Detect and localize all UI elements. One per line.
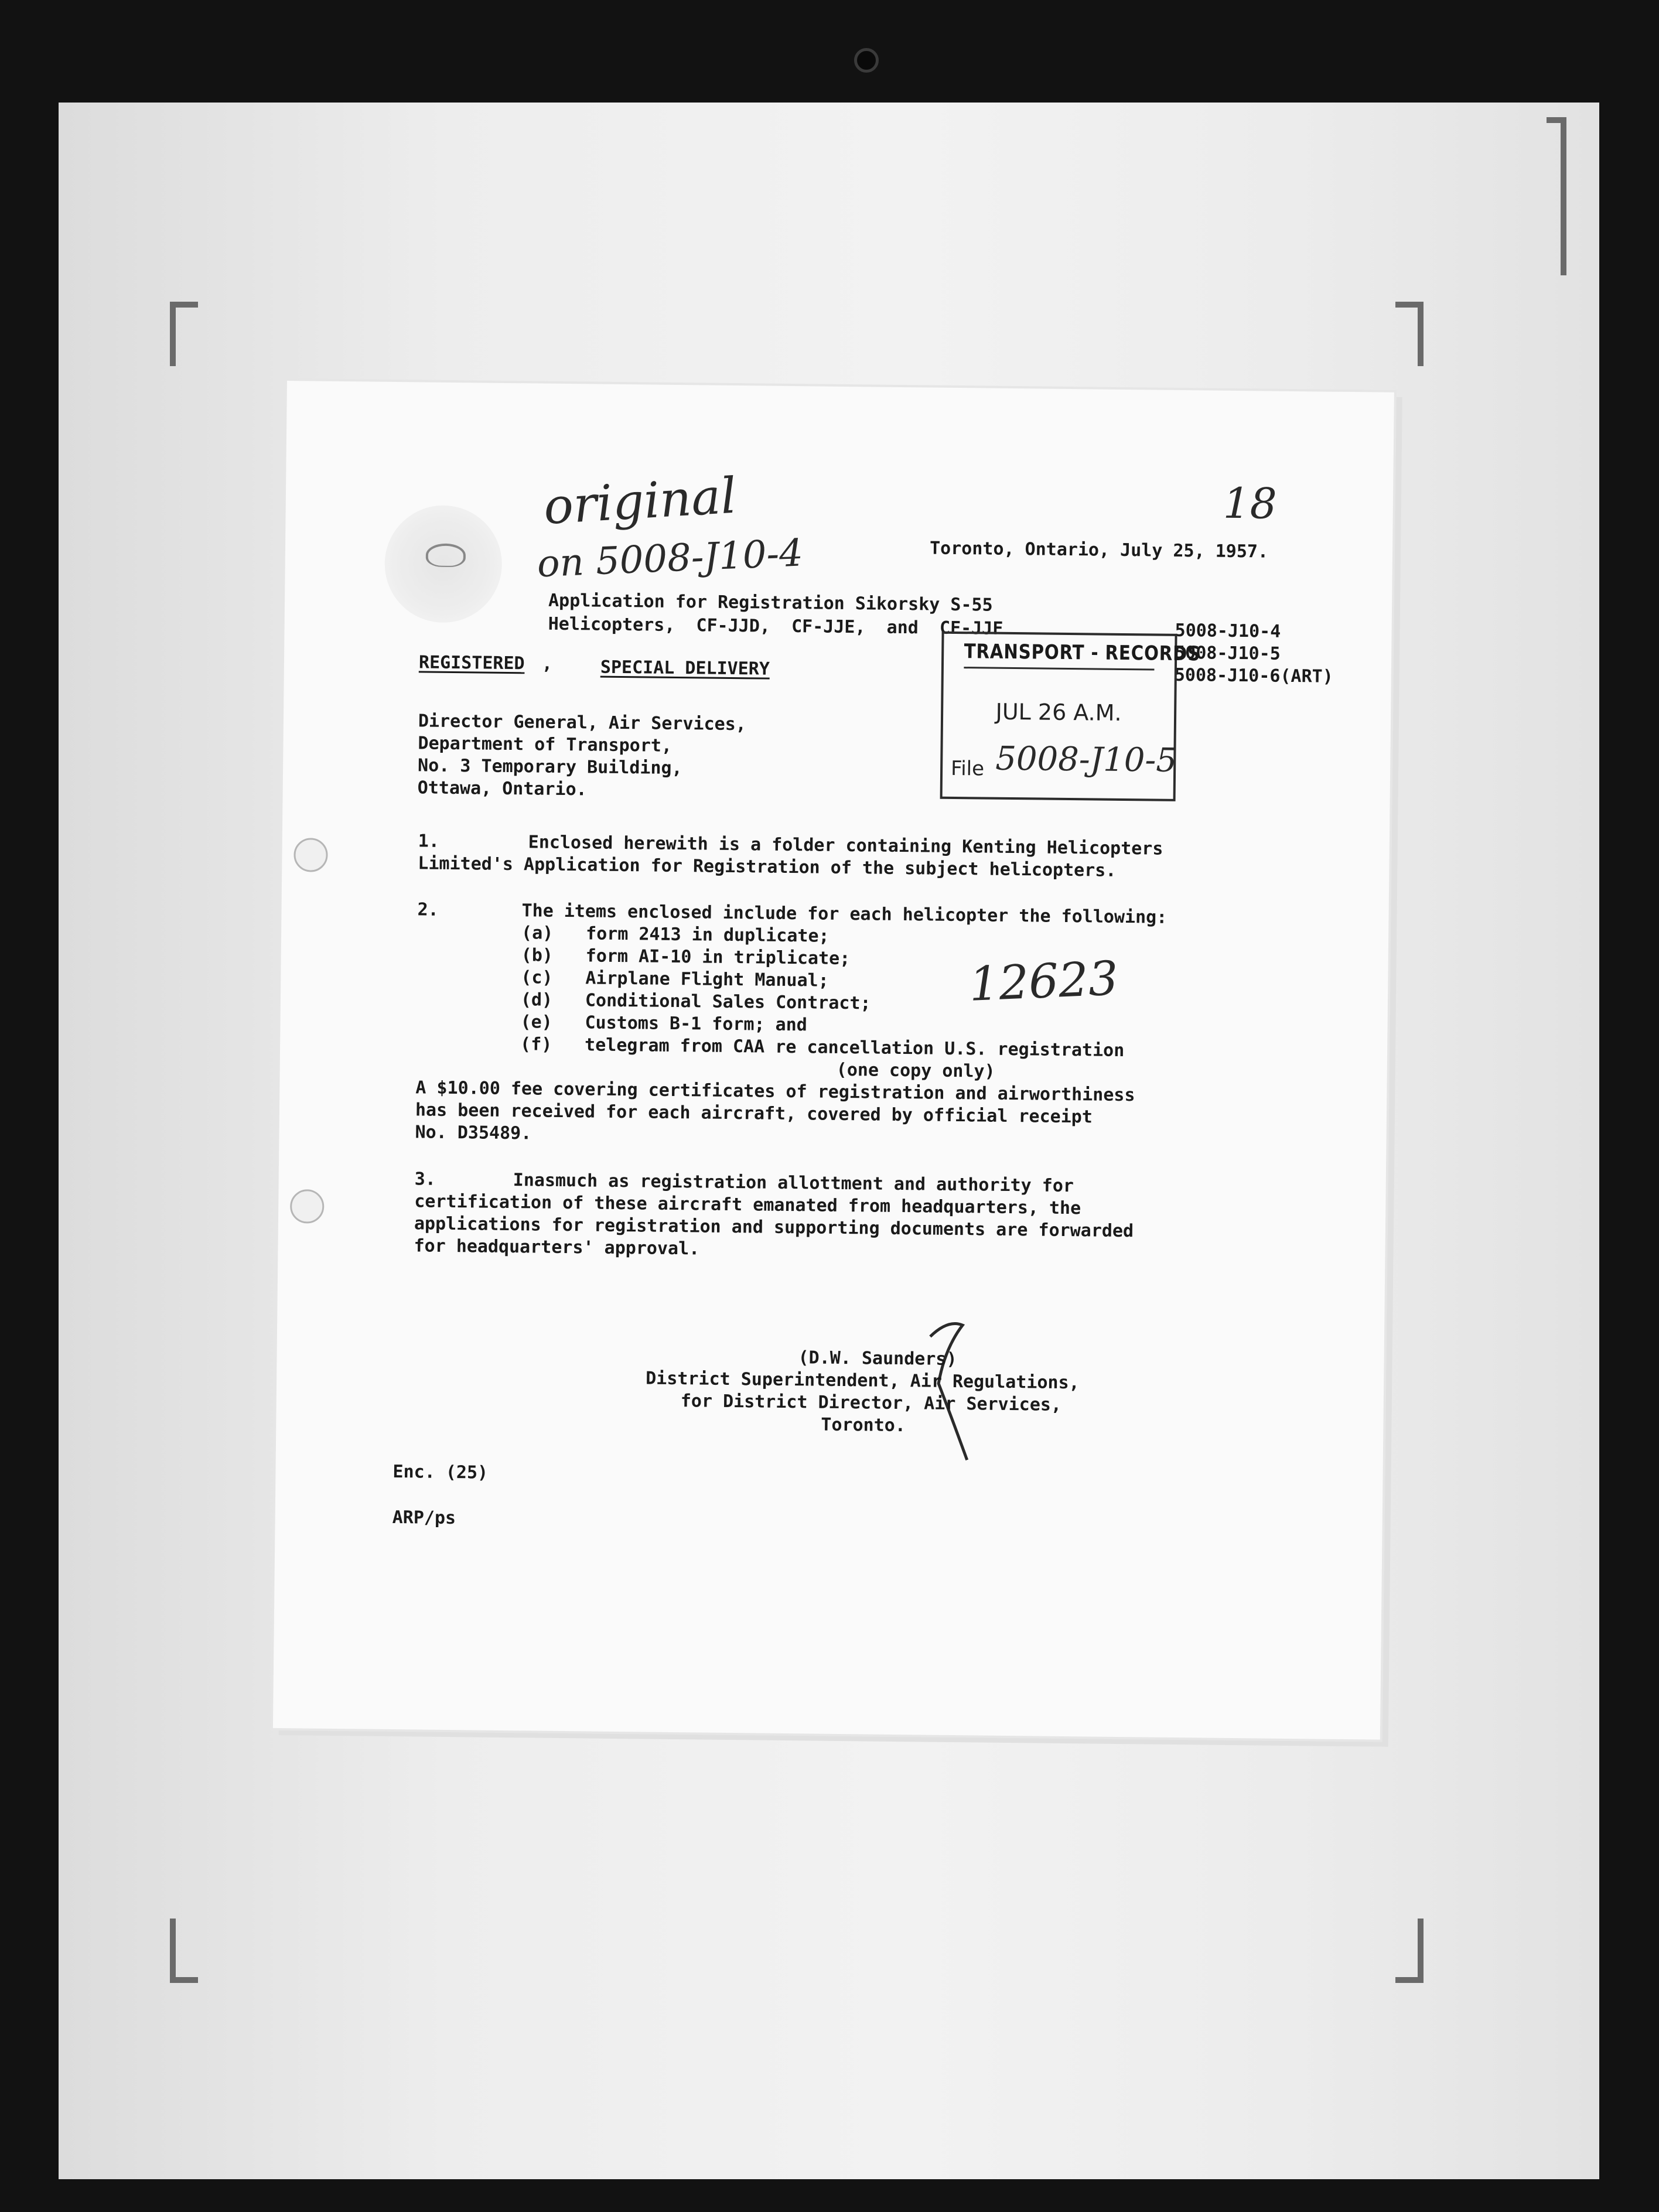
recipient-line-3: No. 3 Temporary Building,: [417, 755, 682, 779]
punch-hole-lower: [290, 1189, 325, 1224]
circular-stamp: [384, 505, 503, 623]
punch-hole-upper: [293, 838, 328, 872]
transport-records-stamp: [940, 631, 1201, 801]
list-item-label: (f): [520, 1034, 552, 1055]
enclosures: Enc. (25): [392, 1461, 489, 1483]
place-date: Toronto, Ontario, July 25, 1957.: [929, 538, 1269, 562]
binder-hole: [854, 48, 879, 73]
file-ref-1: 5008-J10-4: [1175, 620, 1281, 642]
crop-mark-bottom-left: [170, 1919, 198, 1983]
crop-mark-top-left: [170, 302, 198, 366]
stamp-header: TRANSPORT - RECORDS: [964, 640, 1155, 670]
file-ref-2: 5008-J10-5: [1175, 642, 1281, 664]
para2-number: 2.: [417, 899, 439, 920]
letter-page: [273, 381, 1394, 1740]
signatory-title-1: District Superintendent, Air Regulations,: [646, 1368, 1080, 1394]
para2-intro: The items enclosed include for each helicopter the following:: [521, 900, 1168, 928]
item-note: (one copy only): [836, 1059, 995, 1082]
para3-number: 3.: [414, 1169, 436, 1190]
list-item-label: (d): [520, 989, 553, 1011]
handwritten-receipt-number: 12623: [968, 951, 1119, 1012]
crop-mark-edge: [1547, 117, 1566, 275]
signatory-title-3: Toronto.: [821, 1414, 906, 1436]
recipient-line-2: Department of Transport,: [418, 733, 673, 756]
list-item: form 2413 in duplicate;: [585, 923, 830, 947]
list-item-label: (b): [521, 945, 554, 966]
list-item-label: (c): [521, 967, 553, 988]
fee-line-2: has been received for each aircraft, covered by official receipt: [415, 1100, 1093, 1128]
list-item: Customs B-1 form; and: [585, 1012, 808, 1036]
signatory-title-2: for District Director, Air Services,: [680, 1391, 1062, 1415]
special-delivery-label: SPECIAL DELIVERY: [600, 657, 770, 680]
signatory-name: (D.W. Saunders): [798, 1347, 957, 1370]
fee-line-1: A $10.00 fee covering certificates of registration and airworthiness: [415, 1077, 1135, 1106]
list-item: Conditional Sales Contract;: [585, 990, 871, 1014]
stamp-file-label: File: [950, 756, 985, 781]
para3-line-2: certification of these aircraft emanated from headquarters, the: [414, 1191, 1081, 1219]
list-item: telegram from CAA re cancellation U.S. registration: [584, 1035, 1125, 1061]
list-item-label: (e): [520, 1012, 552, 1033]
fee-line-3: No. D35489.: [415, 1122, 532, 1144]
handwritten-original-note: original: [542, 466, 738, 535]
list-item-label: (a): [521, 923, 554, 944]
crop-mark-bottom-right: [1395, 1919, 1424, 1983]
para1-line-1: Enclosed herewith is a folder containing Kenting Helicopters: [528, 832, 1163, 859]
para3-line-3: applications for registration and supporting documents are forwarded: [414, 1213, 1134, 1242]
para1-line-2: Limited's Application for Registration of the subject helicopters.: [418, 853, 1117, 881]
para1-number: 1.: [418, 831, 440, 852]
list-item: form AI-10 in triplicate;: [585, 945, 851, 970]
list-item: Airplane Flight Manual;: [585, 968, 829, 991]
recipient-line-4: Ottawa, Ontario.: [417, 777, 587, 800]
mail-type-separator: ,: [541, 653, 553, 674]
file-ref-3: 5008-J10-6(ART): [1174, 664, 1333, 687]
crop-mark-top-right: [1395, 302, 1424, 366]
typist-initials: ARP/ps: [392, 1507, 456, 1529]
para3-line-4: for headquarters' approval.: [414, 1235, 700, 1259]
stamp-file-value: 5008-J10-5: [995, 739, 1177, 780]
registered-label: REGISTERED: [418, 652, 525, 674]
stamp-date: JUL 26 A.M.: [995, 698, 1122, 726]
handwritten-page-number: 18: [1223, 478, 1277, 528]
para3-line-1: Inasmuch as registration allottment and authority for: [513, 1170, 1074, 1197]
recipient-line-1: Director General, Air Services,: [418, 711, 747, 735]
subject-line-2: Helicopters, CF-JJD, CF-JJE, and CF-JJF: [548, 613, 1003, 639]
handwritten-file-note: on 5008-J10-4: [536, 531, 804, 586]
subject-line-1: Application for Registration Sikorsky S-55: [548, 590, 993, 616]
